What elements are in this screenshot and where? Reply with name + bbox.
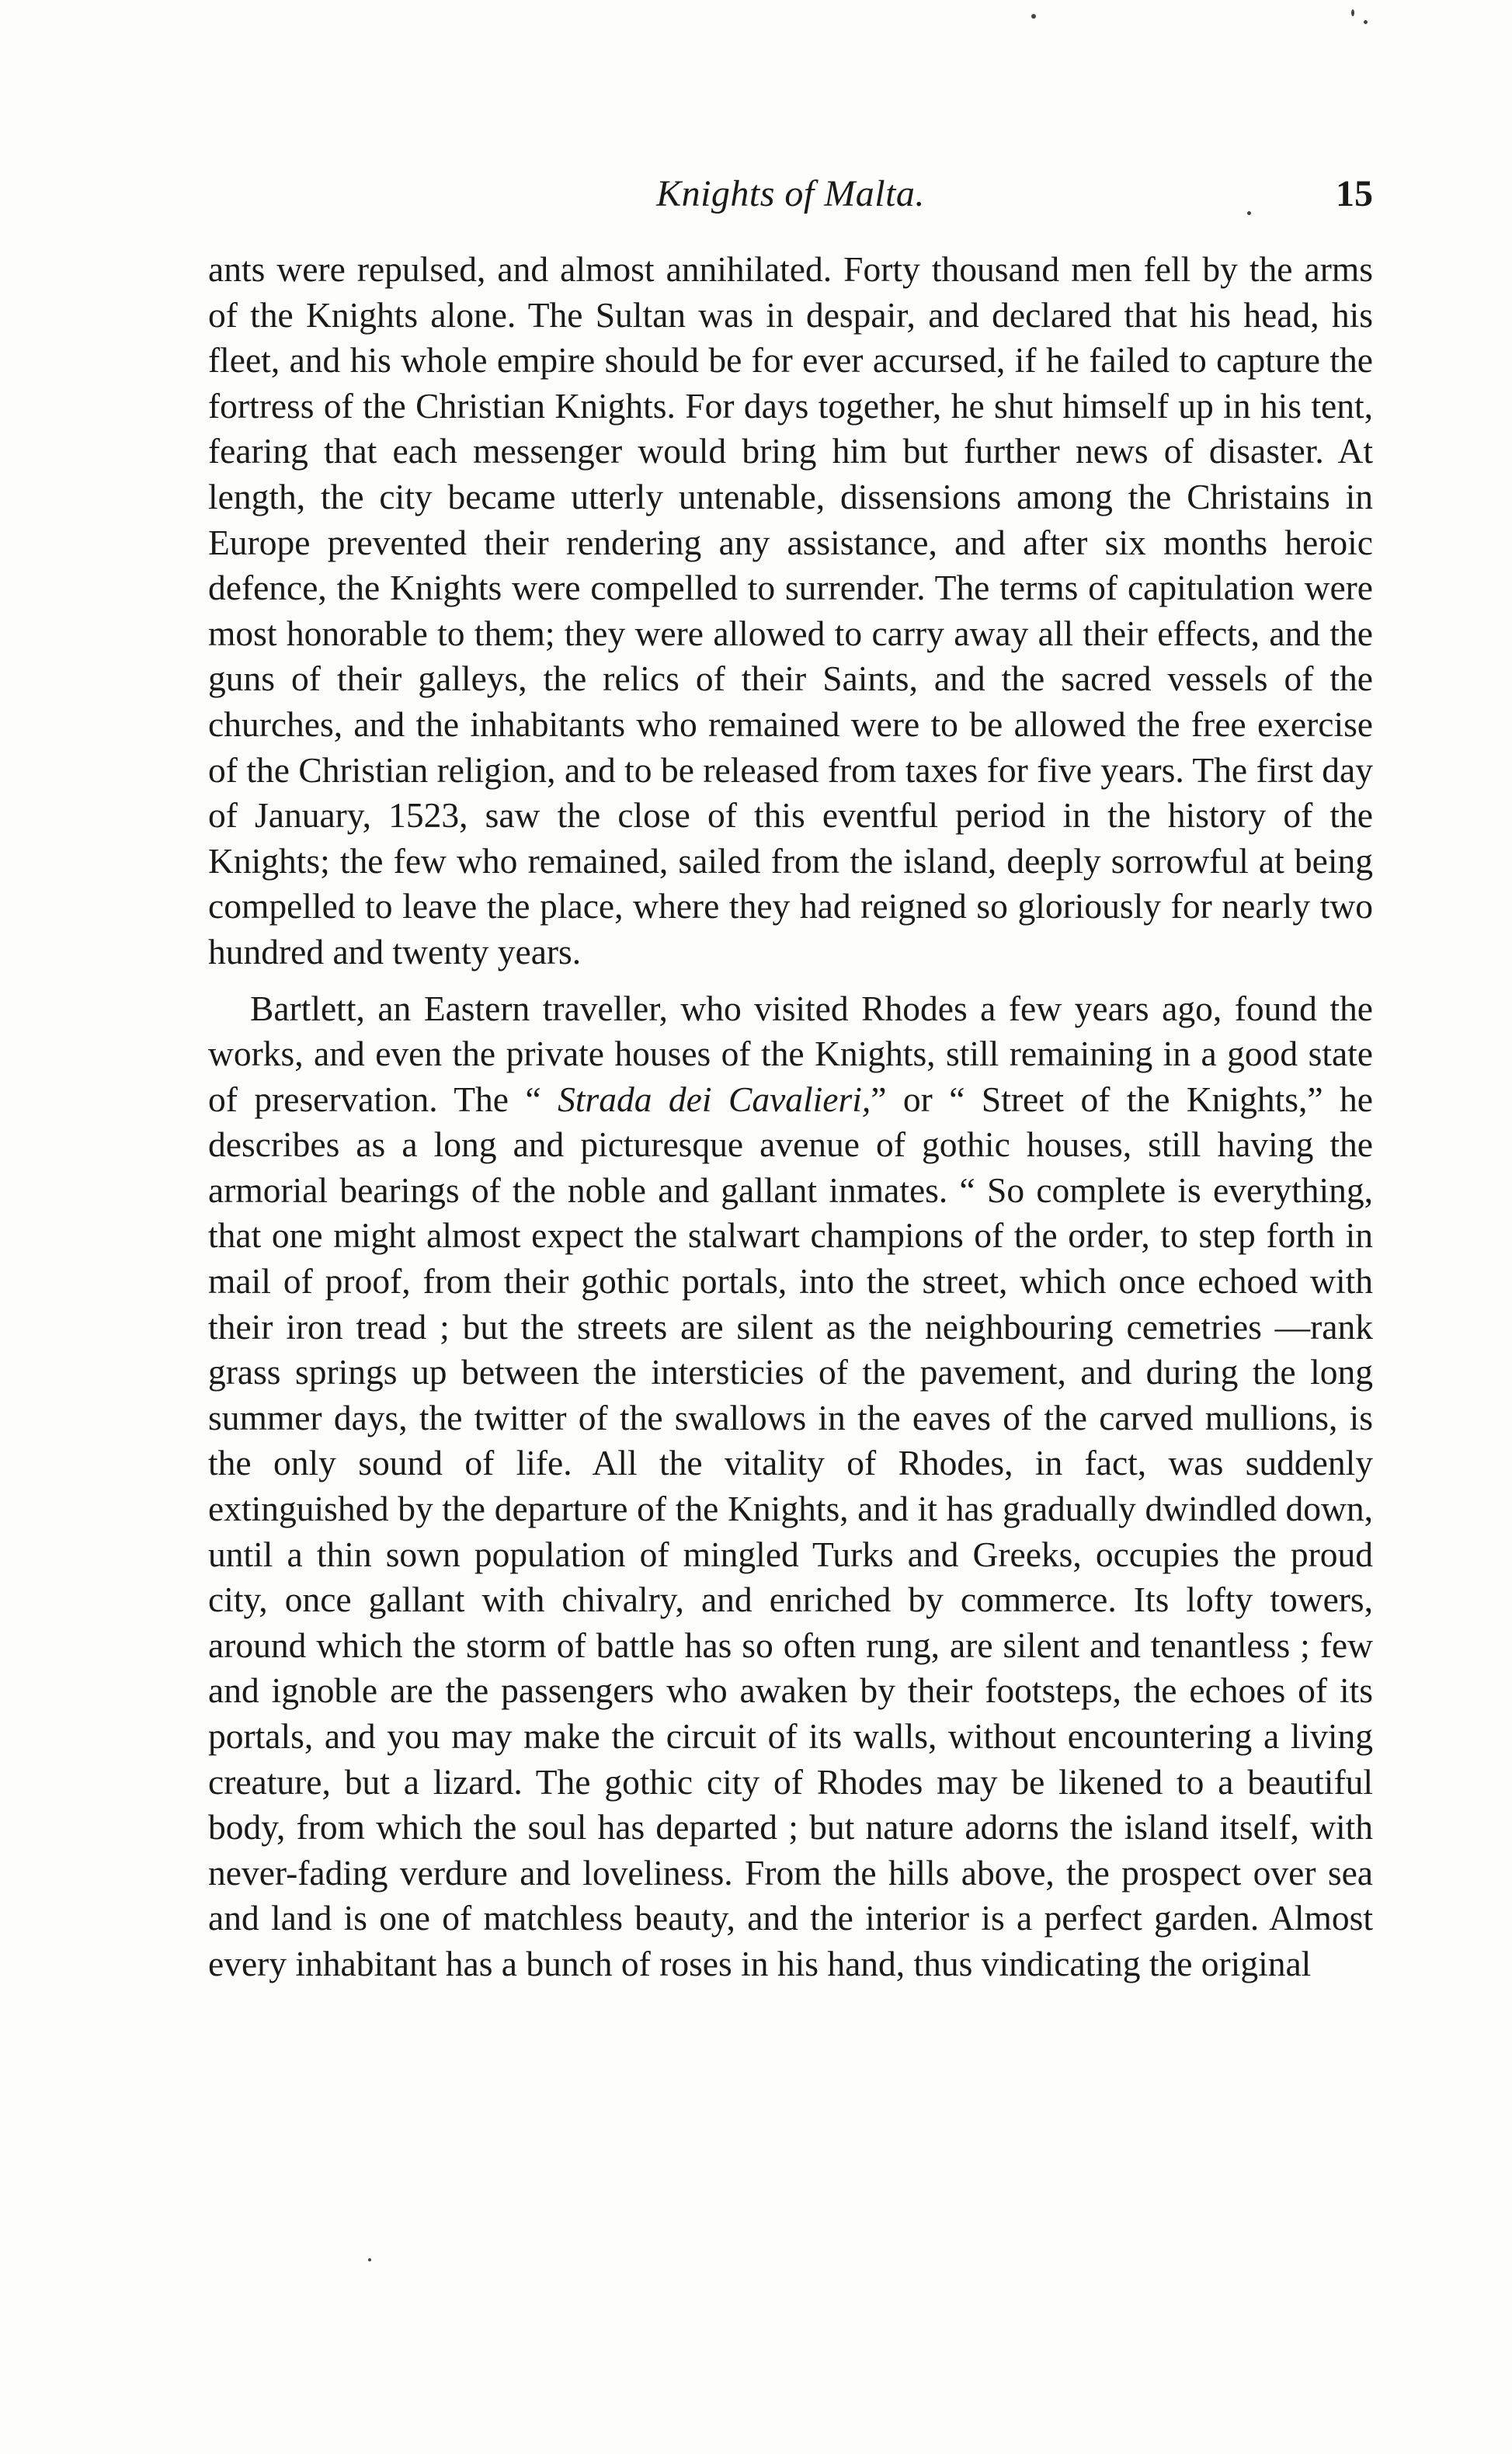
print-speck xyxy=(1364,20,1368,24)
paragraph-text: ” or “ Street of the Knights,” he describes as a long and picturesque avenue of gothic houses, still having the armorial bearings of the noble and gallant inmates. “ So complete is everything, that one might almost expect the stalwart champions of the order, to step forth in mail of proof, from their gothic portals, into the street, which once echoed with their iron tread ; but the streets are silent as the neighbouring cemetries —rank grass springs up between the intersticies of the pavement, and during the long summer days, the twitter of the swallows in the eaves of the carved mullions, is the only sound of life. All the vitality of Rhodes, in fact, was suddenly extinguished by the departure of the Knights, and it has gradually dwindled down, until a thin sown population of mingled Turks and Greeks, occupies the proud city, once gallant with chivalry, and enriched by commerce. Its lofty towers, around which the storm of battle has so often rung, are silent and tenantless ; few and ignoble are the passengers who awaken by their footsteps, the echoes of its portals, and you may make the circuit of its walls, without encountering a living creature, but a lizard. The gothic city of Rhodes may be likened to a beautiful body, from which the soul has departed ; but nature adorns the island itself, with never-fading verdure and loveliness. From the hills above, the prospect over sea and land is one of matchless beauty, and the interior is a perfect garden. Almost every inhabitant has a bunch of roses in his hand, thus vindicating the original xyxy=(208,1079,1373,1983)
page-number: 15 xyxy=(1336,173,1373,214)
print-speck xyxy=(1351,9,1354,16)
paragraph: ants were repulsed, and almost annihilated. Forty thousand men fell by the arms of the Knights alone. The Sultan was in despair, and declared that his head, his fleet, and his whole empire should be for ever accursed, if he failed to capture the fortress of the Christian Knights. For days together, he shut himself up in his tent, fearing that each messenger would bring him but further news of disaster. At length, the city became utterly untenable, dissensions among the Christains in Europe prevented their rendering any assistance, and after six months heroic defence, the Knights were compelled to surrender. The terms of capitulation were most honorable to them; they were allowed to carry away all their effects, and the guns of their galleys, the relics of their Saints, and the sacred vessels of the churches, and the inhabitants who remained were to be allowed the free exercise of the Christian religion, and to be released from taxes for five years. The first day of January, 1523, saw the close of this eventful period in the history of the Knights; the few who remained, sailed from the island, deeply sorrowful at being compelled to leave the place, where they had reigned so gloriously for nearly two hundred and twenty years. xyxy=(208,249,1373,972)
running-title: Knights of Malta. xyxy=(656,173,925,214)
page-header xyxy=(208,172,1373,227)
italic-phrase: Strada dei Cavalieri, xyxy=(558,1079,871,1119)
body-text xyxy=(208,247,1373,1987)
print-speck xyxy=(368,2258,371,2261)
print-speck xyxy=(1031,14,1036,19)
paragraph-text: Bartlett, an Eastern traveller, who visited Rhodes a few years ago, found the works, and even the private houses of the Knights, still remaining in a good state of preservation. The “ xyxy=(208,988,1373,1119)
paragraph xyxy=(208,986,1373,1987)
